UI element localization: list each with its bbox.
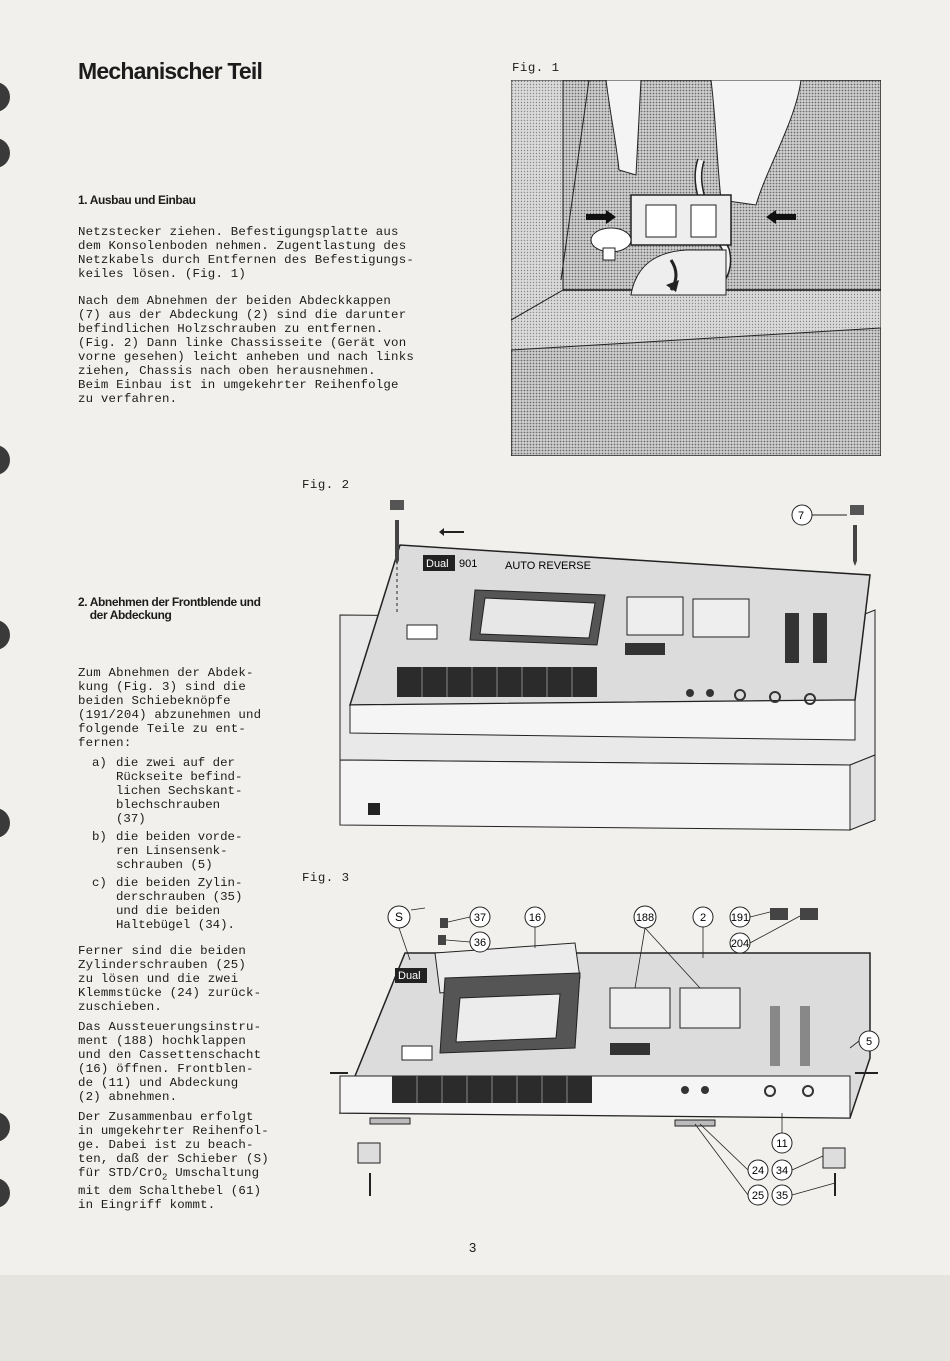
slider-left: [785, 613, 799, 663]
cabinet-badge: [368, 803, 380, 815]
punch-hole: [0, 620, 10, 650]
knob: [701, 1086, 709, 1094]
eject-button: [407, 625, 437, 639]
knob: [706, 689, 714, 697]
zusammenbau-subscript: 2: [162, 1172, 168, 1183]
fig-1-illustration: [511, 80, 881, 456]
vu-meter-right: [680, 988, 740, 1028]
callout-16-text: 16: [528, 912, 542, 924]
zusammenbau-text-2: Umschaltung mit dem Schalthebel (61) in Eingriff kommt.: [78, 1166, 262, 1213]
paragraph-ferner: Ferner sind die beiden Zylinderschrauben (25) zu lösen und die zwei Klemmstücke (24) zurück- zuschieben.: [78, 944, 262, 1014]
paragraph-zusammenbau: [78, 1110, 269, 1212]
punch-hole: [0, 82, 10, 112]
callout-191-text: 191: [730, 912, 750, 924]
removal-list: [92, 756, 242, 936]
vu-meter-left: [610, 988, 670, 1028]
section-1-paragraph-1: Netzstecker ziehen. Befestigungsplatte aus dem Konsolenboden nehmen. Zugentlastung des Netzkabels durch Entfernen des Befestigungs- keiles lösen. (Fig. 1): [78, 225, 414, 281]
slider-left: [770, 1006, 780, 1066]
punch-hole: [0, 808, 10, 838]
brand-text: Dual: [426, 558, 449, 570]
fig-2-illustration: [335, 495, 880, 840]
fig-3-illustration: [330, 898, 880, 1213]
slide-knob-icon: [770, 908, 788, 920]
callout-35-text: 35: [775, 1190, 789, 1202]
slider-right: [800, 1006, 810, 1066]
callout-5-text: 5: [865, 1036, 873, 1048]
section-1-paragraph-2: Nach dem Abnehmen der beiden Abdeckkappen (7) aus der Abdeckung (2) sind die darunter befindlichen Holzschrauben zu entfernen. (Fig. 2) Dann linke Chassisseite (Gerät von vorne gesehen) leicht anheben und nach links ziehen, Chassis nach oben herausnehmen. Beim Einbau ist in umgekehrter Reihenfolge zu verfahren.: [78, 294, 414, 406]
callout-34-text: 34: [775, 1165, 789, 1177]
punch-hole: [0, 138, 10, 168]
brand-text: Dual: [398, 970, 421, 982]
auto-reverse-text: AUTO REVERSE: [505, 560, 591, 572]
fig-2-label: Fig. 2: [302, 478, 350, 492]
bracket-right: [823, 1148, 845, 1168]
list-text: die beiden Zylin- derschrauben (35) und die beiden Haltebügel (34).: [116, 876, 243, 932]
bracket-left: [358, 1143, 380, 1163]
punch-hole: [0, 1112, 10, 1142]
callout-188-text: 188: [635, 912, 655, 924]
list-item: [92, 876, 242, 932]
section-2-heading: 2. Abnehmen der Frontblende und der Abdeckung: [78, 595, 261, 622]
callout-204-text: 204: [730, 938, 750, 950]
model-text: 901: [459, 558, 478, 570]
list-marker: b): [92, 830, 107, 844]
callout-25-text: 25: [751, 1190, 765, 1202]
clamp-piece-left: [370, 1118, 410, 1124]
cover-cap-icon: [390, 500, 404, 510]
punch-hole: [0, 445, 10, 475]
callout-24-text: 24: [751, 1165, 765, 1177]
list-item: [92, 830, 242, 872]
list-item: [92, 756, 242, 826]
wood-screw-icon: [395, 520, 399, 565]
wood-screw-icon: [853, 525, 857, 566]
slide-knob-icon: [800, 908, 818, 920]
hex-screw-icon: [440, 918, 448, 928]
vu-meter-right: [693, 599, 749, 637]
cover-cap-icon: [850, 505, 864, 515]
callout-7-text: 7: [798, 510, 805, 522]
page-bottom-band: [0, 1275, 950, 1361]
vu-meter-left: [627, 597, 683, 635]
knob: [686, 689, 694, 697]
button-row: [610, 1043, 650, 1055]
clamp-piece-right: [675, 1120, 715, 1126]
transport-keys: [397, 667, 597, 697]
list-text: die zwei auf der Rückseite befind- lichen Sechskant- blechschrauben (37): [116, 756, 243, 826]
punch-hole: [0, 1178, 10, 1208]
button-row: [625, 643, 665, 655]
fig-3-label: Fig. 3: [302, 871, 350, 885]
callout-36-text: 36: [473, 937, 487, 949]
knob: [681, 1086, 689, 1094]
page-title: Mechanischer Teil: [78, 58, 263, 84]
transport-keys: [392, 1076, 592, 1103]
callout-2-text: 2: [699, 912, 707, 924]
page-number: 3: [469, 1240, 477, 1255]
section-1-heading: 1. Ausbau und Einbau: [78, 193, 196, 207]
list-marker: c): [92, 876, 107, 890]
list-text: die beiden vorde- ren Linsensenk- schrauben (5): [116, 830, 243, 872]
callout-37-text: 37: [473, 912, 487, 924]
hex-screw-icon: [438, 935, 446, 945]
callout-11-text: 11: [776, 1138, 788, 1150]
section-2-intro: Zum Abnehmen der Abdek- kung (Fig. 3) sind die beiden Schiebeknöpfe (191/204) abzunehmen und folgende Teile zu ent- fernen:: [78, 666, 262, 750]
eject-button: [402, 1046, 432, 1060]
paragraph-aussteuerung: Das Aussteuerungsinstru- ment (188) hochklappen und den Cassettenschacht (16) öffnen. Frontblen- de (11) und Abdeckung (2) abnehmen.: [78, 1020, 262, 1104]
zusammenbau-text-1: Der Zusammenbau erfolgt in umgekehrter Reihenfol- ge. Dabei ist zu beach- ten, daß der Schieber (S) für STD/CrO: [78, 1110, 269, 1180]
arrow-left-icon: [439, 528, 464, 536]
fig-1-label: Fig. 1: [512, 61, 560, 75]
callout-s-text: S: [394, 910, 404, 924]
list-marker: a): [92, 756, 107, 770]
slider-right: [813, 613, 827, 663]
